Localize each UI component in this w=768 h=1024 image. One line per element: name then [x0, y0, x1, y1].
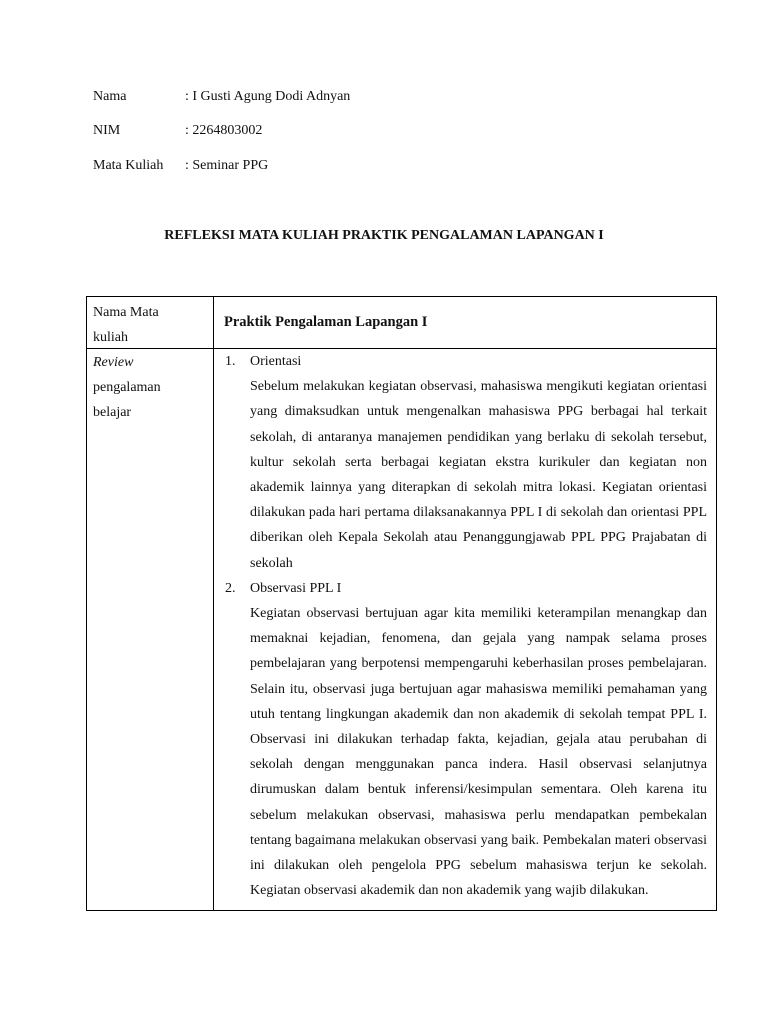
review-label-cell — [87, 349, 214, 911]
document-title: REFLEKSI MATA KULIAH PRAKTIK PENGALAMAN LAPANGAN I — [164, 228, 604, 243]
review-label-line1: Review — [93, 355, 134, 370]
list-item-text: Sebelum melakukan kegiatan observasi, mahasiswa mengikuti kegiatan orientasi yang dimaksudkan untuk mengenalkan mahasiswa PPG berbagai hal terkait sekolah, di antaranya manajemen pendidikan yang berlaku di sekolah tersebut, kultur sekolah serta berbagai kegiatan ekstra kurikuler dan kegiatan non akademik lainnya yang diterapkan di sekolah mitra lokasi. Kegiatan orientasi dilakukan pada hari pertama dilaksanakannya PPL I di sekolah dan orientasi PPL diberikan oleh Kepala Sekolah atau Penanggungjawab PPL PPG Prajabatan di sekolah — [250, 379, 707, 571]
nim-value: : 2264803002 — [185, 123, 263, 138]
list-item-number: 1. — [225, 354, 236, 369]
matakuliah-label: Mata Kuliah — [93, 158, 164, 173]
review-label-line2: pengalaman — [93, 380, 161, 396]
review-label-line3: belajar — [93, 405, 132, 421]
list-item-title: Observasi PPL I — [250, 580, 342, 596]
list-item — [225, 576, 707, 904]
course-name-value-cell — [214, 297, 717, 349]
list-item-text: Kegiatan observasi bertujuan agar kita memiliki keterampilan menangkap dan memaknai kejadian, fenomena, dan gejala yang nampak selama proses pembelajaran yang berpotensi mempengaruhi keberhasilan proses pembelajaran. Selain itu, observasi juga bertujuan agar mahasiswa memiliki pemahaman yang utuh tentang lingkungan akademik dan non akademik di sekolah tempat PPL I. Observasi ini dilakukan terhadap fakta, kejadian, gejala atau perubahan di sekolah dengan menggunakan panca indera. Hasil observasi selanjutnya dirumuskan dalam bentuk inferensi/kesimpulan sementara. Oleh karena itu sebelum melakukan observasi, mahasiswa perlu mendapatkan pembekalan tentang bagaimana melakukan observasi yang baik. Pembekalan materi observasi ini dilakukan oleh pengelola PPG sebelum mahasiswa terjun ke sekolah. Kegiatan observasi akademik dan non akademik yang wajib dilakukan. — [250, 606, 707, 899]
nim-label: NIM — [93, 123, 121, 138]
matakuliah-value: : Seminar PPG — [185, 158, 269, 173]
list-item-title: Orientasi — [250, 354, 302, 369]
reflection-table — [86, 296, 717, 911]
list-item-number: 2. — [225, 580, 236, 596]
table-row — [87, 297, 717, 349]
table-row — [87, 349, 717, 911]
nama-label: Nama — [93, 89, 127, 104]
course-name-label-line2: kuliah — [93, 330, 128, 345]
course-name-value: Praktik Pengalaman Lapangan I — [224, 314, 428, 330]
course-name-label-line1: Nama Mata — [93, 305, 159, 320]
review-content-cell — [214, 349, 717, 911]
list-item — [225, 349, 707, 576]
course-name-label-cell — [87, 297, 214, 349]
nama-value: : I Gusti Agung Dodi Adnyan — [185, 89, 351, 104]
